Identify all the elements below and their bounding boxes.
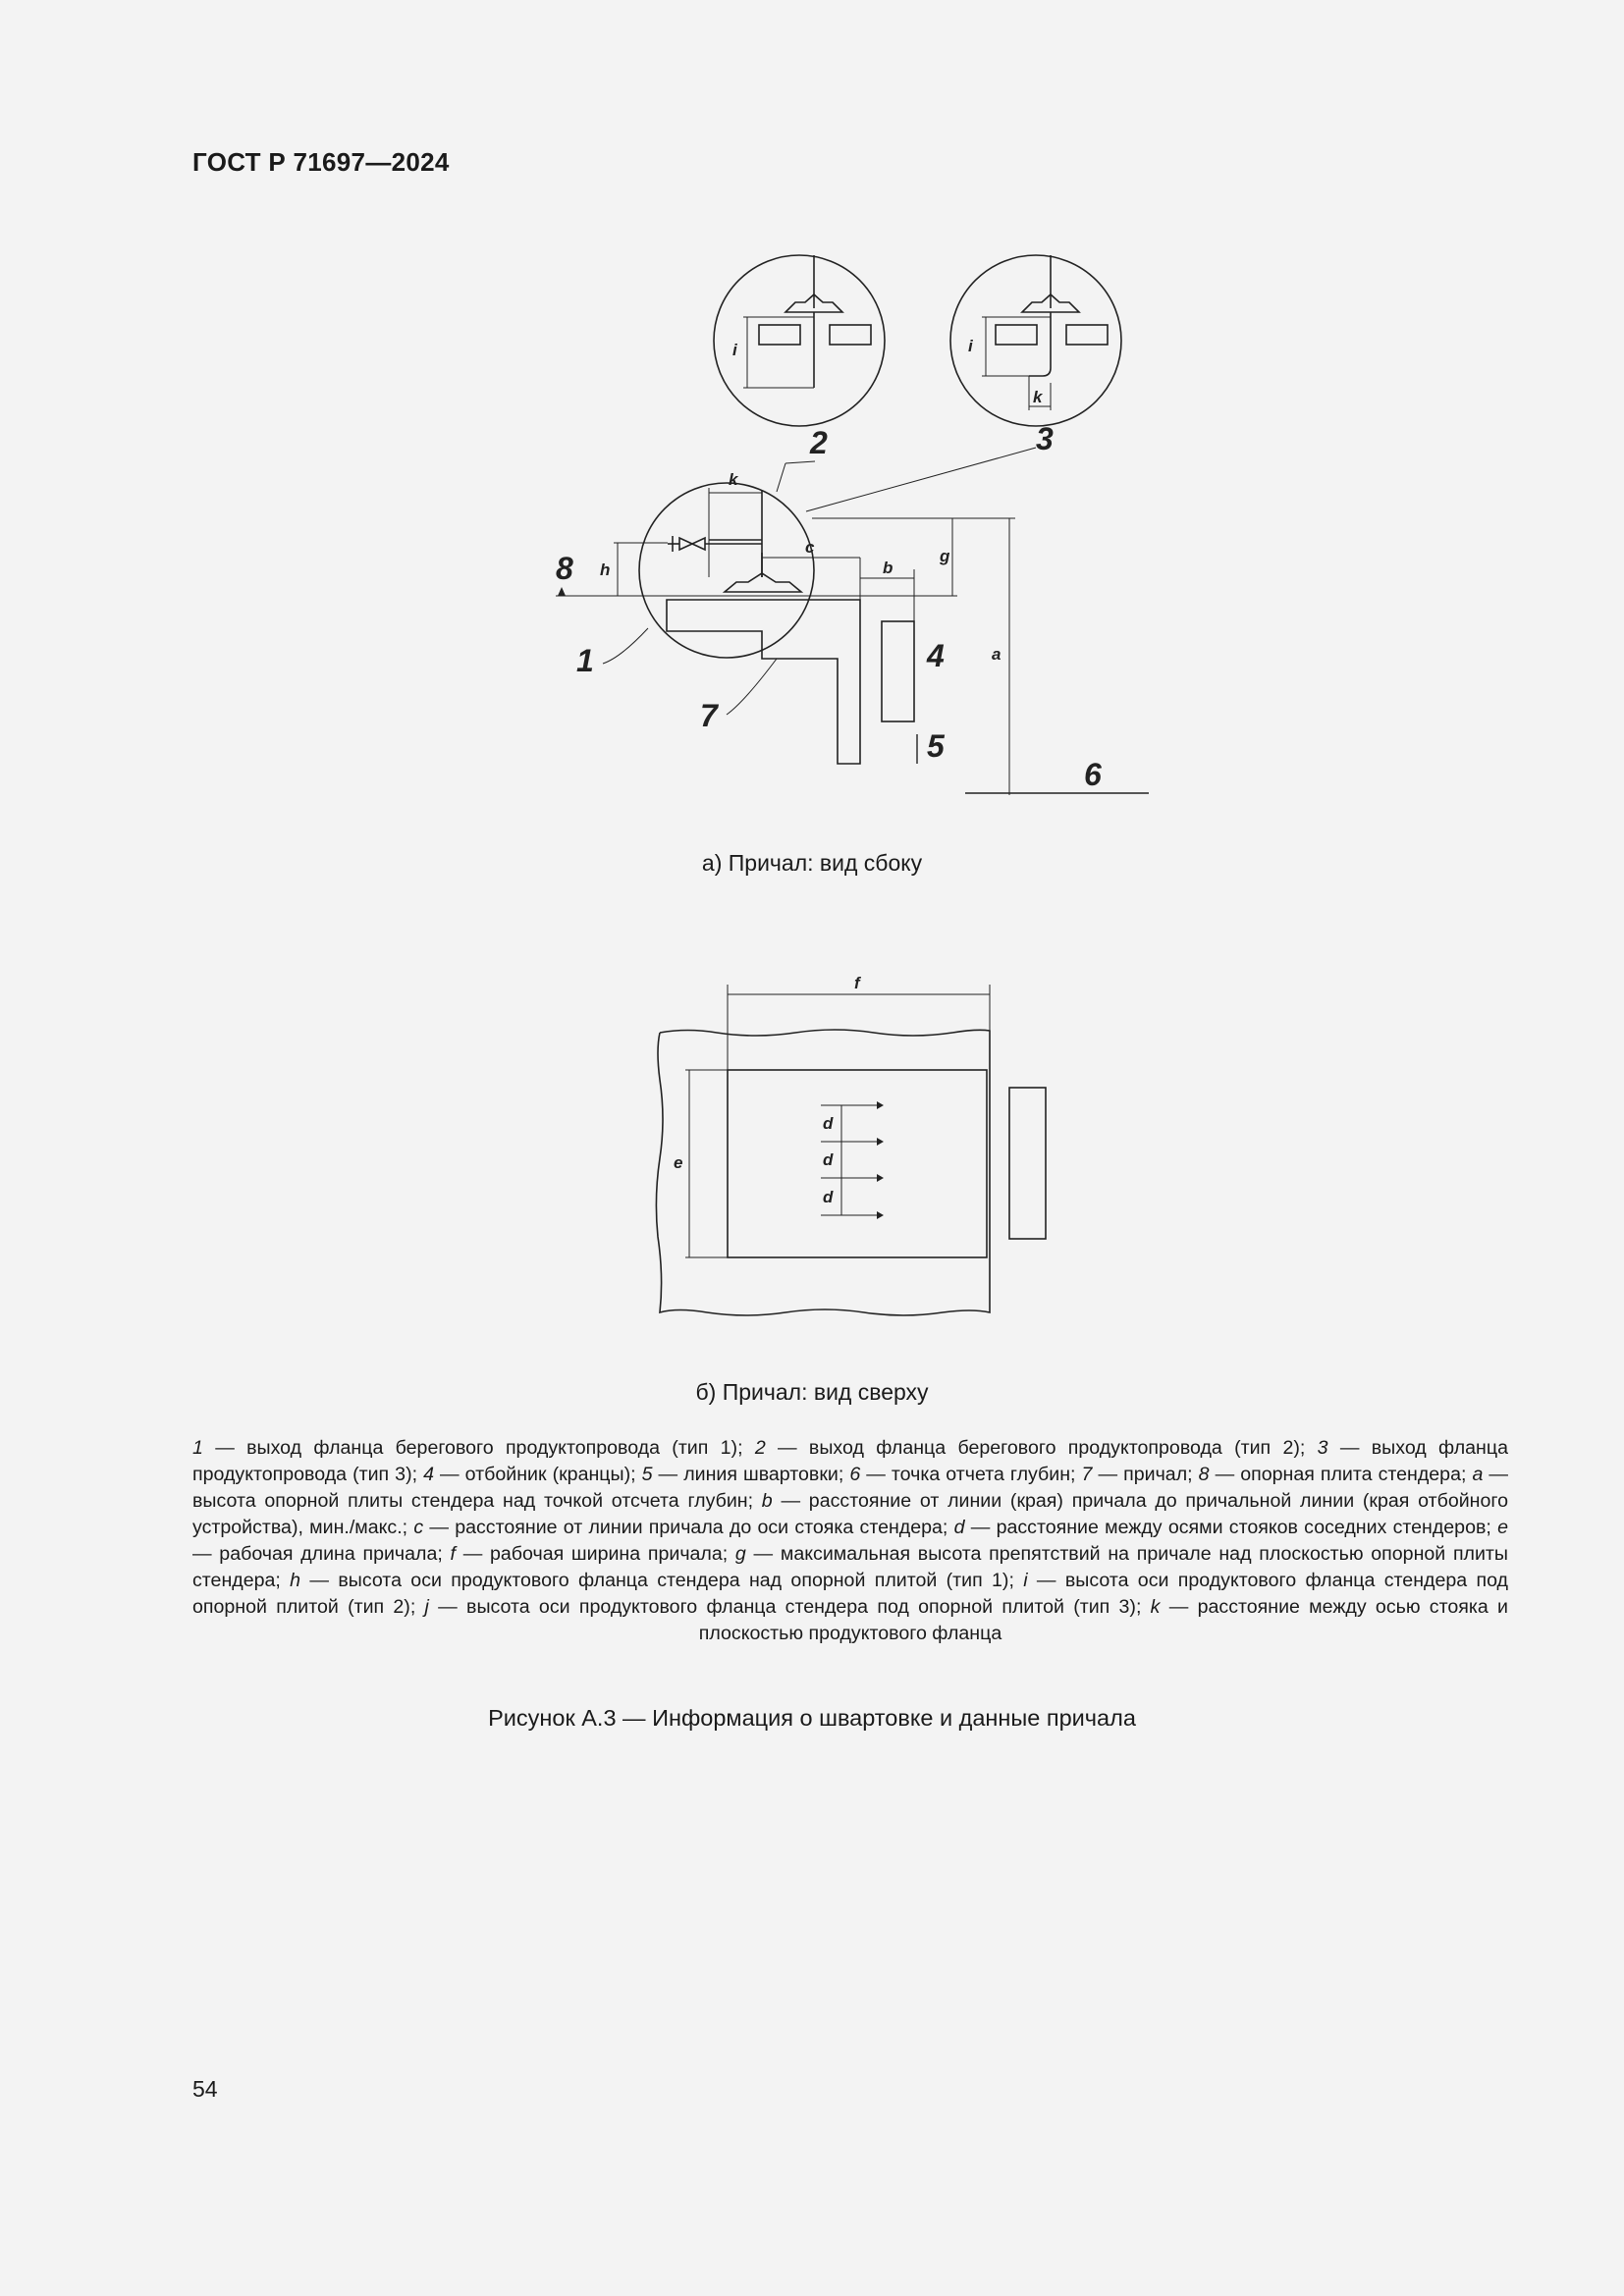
callout-8: 8 [556, 551, 573, 586]
legend-item-a: a — высота опорной плиты стендера над точкой отсчета глубин; [192, 1464, 1508, 1512]
legend-item-1: 1 — выход фланца берегового продуктопровода (тип 1); [192, 1437, 755, 1459]
dim-h: h [600, 561, 611, 579]
dim-a: a [992, 645, 1001, 664]
figure-title: Рисунок А.3 — Информация о швартовке и данные причала [488, 1705, 1136, 1731]
figure-side-view [530, 236, 1178, 805]
fender-top [1009, 1088, 1046, 1239]
legend-item-g: g — максимальная высота препятствий на причале над плоскостью опорной плиты стендера; [192, 1543, 1508, 1591]
dim-e: e [674, 1153, 683, 1172]
legend-item-3: 3 — выход фланца продуктопровода (тип 3); [192, 1437, 1508, 1485]
dim-b: b [883, 559, 893, 577]
dim-d-1: d [823, 1114, 834, 1133]
berth-top-outline [656, 1030, 990, 1315]
legend-item-6: 6 — точка отчета глубин; [849, 1464, 1082, 1485]
dim-k-detail3: k [1033, 388, 1043, 406]
document-header: ГОСТ Р 71697—2024 [192, 147, 450, 177]
dim-i-detail2: i [732, 341, 737, 359]
legend-item-8: 8 — опорная плита стендера; [1198, 1464, 1473, 1485]
callout-7: 7 [700, 698, 718, 733]
legend-item-7: 7 — причал; [1081, 1464, 1199, 1485]
legend-item-h: h — высота оси продуктового фланца стендера над опорной плитой (тип 1); [290, 1570, 1024, 1591]
caption-side-view: а) Причал: вид сбоку [701, 850, 923, 876]
legend-item-b: b — расстояние от линии (края) причала до причальной линии (края отбойного устройства), мин./макс.; [192, 1490, 1508, 1538]
legend-item-2: 2 — выход фланца берегового продуктопровода (тип 2); [754, 1437, 1318, 1459]
legend-item-4: 4 — отбойник (кранцы); [423, 1464, 642, 1485]
figure-top-view [648, 972, 1060, 1335]
callout-4: 4 [927, 638, 945, 673]
callout-3: 3 [1036, 421, 1054, 456]
page-number: 54 [192, 2076, 218, 2102]
dim-d-2: d [823, 1150, 834, 1169]
dim-g: g [940, 547, 950, 565]
legend-item-d: d — расстояние между осями стояков соседних стендеров; [953, 1517, 1498, 1538]
figure-legend [192, 1435, 1508, 1647]
working-area [728, 1070, 987, 1257]
dim-f: f [854, 974, 860, 992]
callout-6: 6 [1084, 757, 1102, 792]
legend-item-5: 5 — линия швартовки; [641, 1464, 850, 1485]
callout-1: 1 [576, 643, 594, 678]
legend-item-e: e — рабочая длина причала; [192, 1517, 1508, 1565]
legend-item-i: i — высота оси продуктового фланца стендера под опорной плитой (тип 2); [192, 1570, 1508, 1618]
callout-5: 5 [927, 728, 945, 764]
legend-item-k: k — расстояние между осью стояка и плоскостью продуктового фланца [698, 1596, 1508, 1644]
legend-item-f: f — рабочая ширина причала; [450, 1543, 735, 1565]
dim-d-3: d [823, 1188, 834, 1206]
dim-c: c [805, 538, 815, 557]
dim-k-main: k [729, 470, 738, 489]
legend-item-j: j — высота оси продуктового фланца стендера под опорной плитой (тип 3); [424, 1596, 1151, 1618]
caption-top-view: б) Причал: вид сверху [695, 1379, 929, 1405]
dim-i-detail3: i [968, 337, 973, 355]
legend-item-c: c — расстояние от линии причала до оси стояка стендера; [413, 1517, 954, 1538]
detail-circle-type2 [714, 255, 885, 426]
callout-2: 2 [810, 425, 828, 460]
berth-outline [667, 600, 860, 764]
fender [882, 621, 914, 721]
